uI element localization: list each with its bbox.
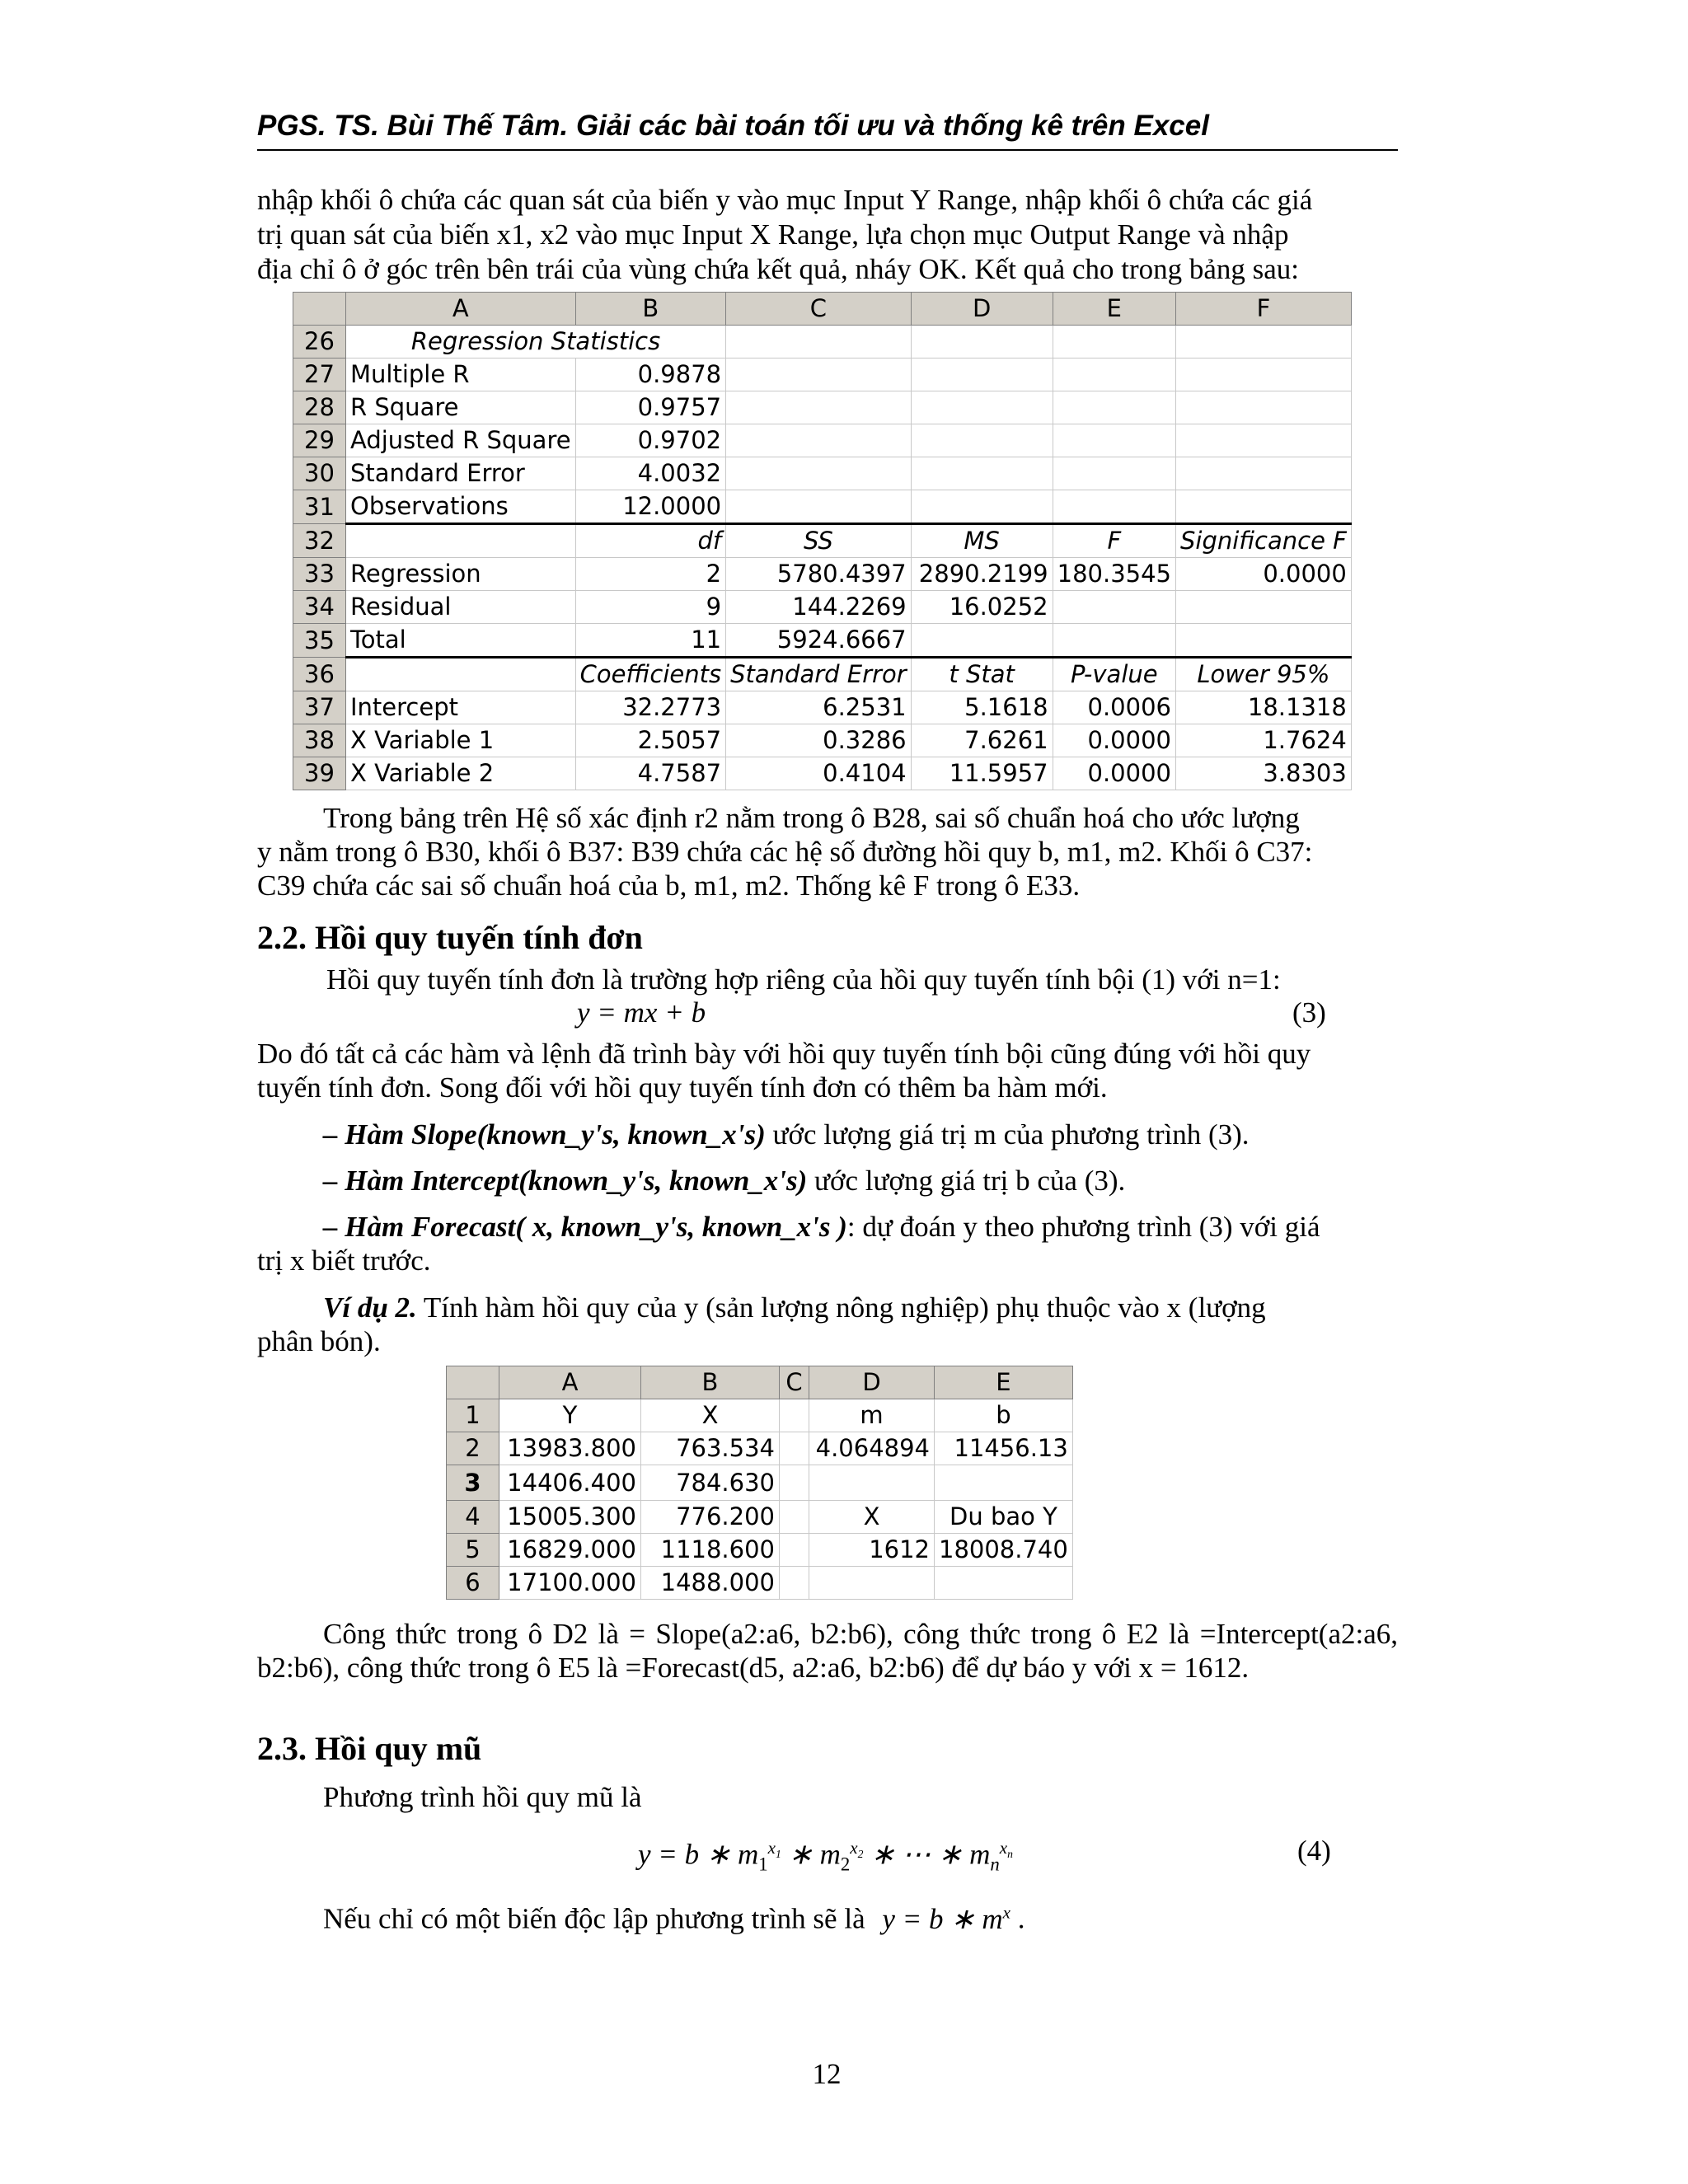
table-row: [293, 391, 1352, 424]
table-cell: 4.064894: [809, 1432, 935, 1465]
table-cell: [1176, 424, 1352, 457]
table-cell: [1053, 624, 1175, 658]
equation-single-var: y = b ∗ $m^x$: [882, 1902, 1010, 1935]
table-cell: Regression: [346, 558, 576, 591]
table-cell: 0.9878: [575, 359, 726, 391]
after-table2-line-3: với x = 1612.: [1094, 1652, 1250, 1684]
table-cell: [1176, 326, 1352, 359]
table-cell: [1053, 591, 1175, 624]
table-cell: 144.2269: [726, 591, 912, 624]
table-cell: 18.1318: [1176, 691, 1352, 724]
table-cell: Standard Error: [346, 457, 576, 490]
table-cell: [780, 1501, 809, 1534]
row-header: 35: [293, 624, 346, 658]
table-cell: Observations: [346, 490, 576, 524]
table-cell: [809, 1567, 935, 1600]
table-cell: [726, 490, 912, 524]
column-header: C: [780, 1366, 809, 1399]
table-cell: Standard Error: [726, 658, 912, 691]
table-cell: [1176, 359, 1352, 391]
table-cell: 4.7587: [575, 757, 726, 790]
table-cell: [346, 658, 576, 691]
table-cell: 3.8303: [1176, 757, 1352, 790]
table-row: [293, 724, 1352, 757]
table-cell: [346, 524, 576, 558]
table-cell: X Variable 2: [346, 757, 576, 790]
table-cell: 11: [575, 624, 726, 658]
table-cell: 1612: [809, 1534, 935, 1567]
equation-number-4: (4): [1297, 1835, 1331, 1867]
table-cell: [1176, 457, 1352, 490]
table-cell: [809, 1465, 935, 1501]
table-cell: 16.0252: [911, 591, 1053, 624]
table-cell: Residual: [346, 591, 576, 624]
column-header: F: [1176, 293, 1352, 326]
table-row: [293, 624, 1352, 658]
column-header-row: [293, 293, 1352, 326]
after-table2-line-1: Công thức trong ô D2 là = Slope(a2:a6, b2:b6), công thức trong ô E2 là: [323, 1618, 1190, 1650]
row-header: 37: [293, 691, 346, 724]
row-header: 32: [293, 524, 346, 558]
table-cell: [911, 391, 1053, 424]
table-cell: X: [809, 1501, 935, 1534]
row-header: 27: [293, 359, 346, 391]
intro-line-1: nhập khối ô chứa các quan sát của biến y vào mục Input Y Range, nhập khối ô chứa các giá: [257, 184, 1313, 216]
table-cell: 13983.800: [499, 1432, 641, 1465]
table-cell: SS: [726, 524, 912, 558]
table-row: [293, 524, 1352, 558]
section-heading-2-3: 2.3. Hồi quy mũ: [257, 1730, 482, 1767]
row-header: 39: [293, 757, 346, 790]
table-row: [293, 691, 1352, 724]
table-cell: 12.0000: [575, 490, 726, 524]
table-cell: 2.5057: [575, 724, 726, 757]
table-cell: [780, 1567, 809, 1600]
section-heading-2-2: 2.2. Hồi quy tuyến tính đơn: [257, 919, 643, 956]
table-row: [293, 591, 1352, 624]
table-row: [447, 1432, 1073, 1465]
header-rule: [257, 149, 1398, 151]
column-header: A: [499, 1366, 641, 1399]
table-row: [447, 1501, 1073, 1534]
table-row: [447, 1465, 1073, 1501]
table-cell: [780, 1399, 809, 1432]
table-cell: [1176, 591, 1352, 624]
table-cell: [911, 490, 1053, 524]
table-row: [293, 424, 1352, 457]
table-cell: [1053, 391, 1175, 424]
table-row: [293, 326, 1352, 359]
table-cell: Intercept: [346, 691, 576, 724]
table-cell: 763.534: [641, 1432, 780, 1465]
row-header: 26: [293, 326, 346, 359]
table-cell: [726, 424, 912, 457]
table-cell: [1053, 490, 1175, 524]
column-header: B: [575, 293, 726, 326]
table-cell: [780, 1534, 809, 1567]
table-cell: 7.6261: [911, 724, 1053, 757]
row-header: 5: [447, 1534, 499, 1567]
table-cell: 1.7624: [1176, 724, 1352, 757]
after-table1-line-3: C39 chứa các sai số chuẩn hoá của b, m1, m2. Thống kê F trong ô E33.: [257, 869, 1081, 902]
column-header: B: [641, 1366, 780, 1399]
row-header: 3: [447, 1465, 499, 1501]
table-cell: 2: [575, 558, 726, 591]
table-cell: 0.9702: [575, 424, 726, 457]
table-cell: 0.0000: [1176, 558, 1352, 591]
table-row: [293, 457, 1352, 490]
row-header: 30: [293, 457, 346, 490]
after-table2-line-2: =Intercept(a2:a6, b2:b6), công thức trong ô E5 là =Forecast(d5, a2:a6, b2:b6) để dự báo y: [257, 1618, 1398, 1684]
table-cell: Du bao Y: [935, 1501, 1073, 1534]
row-header: 33: [293, 558, 346, 591]
table-cell: [1053, 457, 1175, 490]
table-cell: 17100.000: [499, 1567, 641, 1600]
table-cell: 4.0032: [575, 457, 726, 490]
table-cell: 16829.000: [499, 1534, 641, 1567]
table-cell: [780, 1465, 809, 1501]
table-cell: Y: [499, 1399, 641, 1432]
table-cell: 5.1618: [911, 691, 1053, 724]
table-row: [447, 1534, 1073, 1567]
table-cell: 2890.2199: [911, 558, 1053, 591]
table-row: [447, 1567, 1073, 1600]
example-cont: phân bón).: [257, 1325, 381, 1357]
table-cell: b: [935, 1399, 1073, 1432]
intro-line-2: trị quan sát của biến x1, x2 vào mục Input X Range, lựa chọn mục Output Range và nhập: [257, 218, 1289, 251]
table-cell: 0.9757: [575, 391, 726, 424]
table-cell: [726, 326, 912, 359]
table-cell: Adjusted R Square: [346, 424, 576, 457]
column-header: A: [346, 293, 576, 326]
table-cell: R Square: [346, 391, 576, 424]
table-cell: [726, 457, 912, 490]
column-header: D: [911, 293, 1053, 326]
page-number: 12: [812, 2058, 842, 2090]
table-cell: 180.3545: [1053, 558, 1175, 591]
table-cell: [1176, 391, 1352, 424]
column-header-row: [447, 1366, 1073, 1399]
table-cell: 14406.400: [499, 1465, 641, 1501]
section-2-2-para-2: tuyến tính đơn. Song đối với hồi quy tuyến tính đơn có thêm ba hàm mới.: [257, 1071, 1108, 1104]
bullet-intercept-desc: ước lượng giá trị b của (3).: [807, 1165, 1126, 1197]
table-cell: [780, 1432, 809, 1465]
table-cell: [935, 1567, 1073, 1600]
table-cell: Multiple R: [346, 359, 576, 391]
bullet-forecast: [323, 1210, 1320, 1244]
row-header: 1: [447, 1399, 499, 1432]
equation-3: y = mx + b: [577, 996, 706, 1029]
table-cell: [1053, 359, 1175, 391]
bullet-forecast-name: – Hàm Forecast( x, known_y's, known_x's ): [323, 1211, 847, 1243]
row-header: 2: [447, 1432, 499, 1465]
section-2-2-para-1: Do đó tất cả các hàm và lệnh đã trình bày với hồi quy tuyến tính bội cũng đúng với hồi quy: [257, 1038, 1311, 1070]
table-cell: [911, 359, 1053, 391]
table-cell: [1176, 624, 1352, 658]
after-table1-line-1: Trong bảng trên Hệ số xác định r2 nằm trong ô B28, sai số chuẩn hoá cho ước lượng: [323, 802, 1300, 834]
running-header: PGS. TS. Bùi Thế Tâm. Giải các bài toán tối ưu và thống kê trên Excel: [257, 110, 1209, 142]
bullet-slope: [323, 1118, 1250, 1151]
row-header: 4: [447, 1501, 499, 1534]
table-cell: Significance F: [1176, 524, 1352, 558]
table-cell: [1053, 424, 1175, 457]
table-cell: [726, 359, 912, 391]
column-header: E: [935, 1366, 1073, 1399]
table-cell: 18008.740: [935, 1534, 1073, 1567]
corner-cell: [447, 1366, 499, 1399]
table-cell: [1053, 326, 1175, 359]
row-header: 38: [293, 724, 346, 757]
table-cell: 0.0000: [1053, 724, 1175, 757]
table-cell: t Stat: [911, 658, 1053, 691]
table-cell: [911, 326, 1053, 359]
table-cell: 784.630: [641, 1465, 780, 1501]
regression-output-table: [293, 292, 1352, 790]
table-cell: 5780.4397: [726, 558, 912, 591]
bullet-slope-name: – Hàm Slope(known_y's, known_x's): [323, 1118, 766, 1151]
table-row: [293, 558, 1352, 591]
corner-cell: [293, 293, 346, 326]
column-header: E: [1053, 293, 1175, 326]
equation-4: y = b ∗ $m_1^{x_1}$ ∗ $m_2^{x_2}$ ∗ ⋯ ∗ $m_n^{x_n}$: [638, 1838, 1013, 1875]
table-cell: [911, 424, 1053, 457]
table-row: [293, 359, 1352, 391]
example-2: [323, 1291, 1266, 1324]
table-cell: 1118.600: [641, 1534, 780, 1567]
table-cell: 6.2531: [726, 691, 912, 724]
table-row: [293, 490, 1352, 524]
equation-number-3: (3): [1292, 996, 1326, 1029]
table-cell: [911, 457, 1053, 490]
column-header: C: [726, 293, 912, 326]
table-cell: 0.3286: [726, 724, 912, 757]
table-row: [293, 658, 1352, 691]
bullet-intercept-name: – Hàm Intercept(known_y's, known_x's): [323, 1165, 808, 1197]
section-2-3-intro: Phương trình hồi quy mũ là: [323, 1781, 642, 1813]
table-cell: F: [1053, 524, 1175, 558]
after-table2-para: [257, 1617, 1398, 1685]
row-header: 29: [293, 424, 346, 457]
table-cell: Coefficients: [575, 658, 726, 691]
section-2-2-intro: Hồi quy tuyến tính đơn là trường hợp riêng của hồi quy tuyến tính bội (1) với n=1:: [326, 963, 1281, 996]
row-header: 36: [293, 658, 346, 691]
table-cell: 11456.13: [935, 1432, 1073, 1465]
example-text: Tính hàm hồi quy của y (sản lượng nông nghiệp) phụ thuộc vào x (lượng: [416, 1291, 1266, 1324]
after-table1-line-2: y nằm trong ô B30, khối ô B37: B39 chứa các hệ số đường hồi quy b, m1, m2. Khối ô C37:: [257, 836, 1313, 868]
table-cell: 0.4104: [726, 757, 912, 790]
table-cell: Lower 95%: [1176, 658, 1352, 691]
table-cell: 1488.000: [641, 1567, 780, 1600]
table-cell: 776.200: [641, 1501, 780, 1534]
table-cell: m: [809, 1399, 935, 1432]
row-header: 31: [293, 490, 346, 524]
bullet-intercept: [323, 1164, 1125, 1197]
table-cell: df: [575, 524, 726, 558]
table-cell: Regression Statistics: [346, 326, 726, 359]
table-cell: Total: [346, 624, 576, 658]
row-header: 6: [447, 1567, 499, 1600]
table-cell: [911, 624, 1053, 658]
bullet-forecast-desc: : dự đoán y theo phương trình (3) với giá: [846, 1211, 1320, 1243]
row-header: 28: [293, 391, 346, 424]
example-label: Ví dụ 2.: [323, 1291, 417, 1324]
table-cell: 9: [575, 591, 726, 624]
table-row: [293, 757, 1352, 790]
table-cell: [935, 1465, 1073, 1501]
table-cell: X: [641, 1399, 780, 1432]
table-cell: [726, 391, 912, 424]
intro-line-3: địa chỉ ô ở góc trên bên trái của vùng chứa kết quả, nháy OK. Kết quả cho trong bảng sau:: [257, 253, 1300, 285]
last-line-text: Nếu chỉ có một biến độc lập phương trình sẽ là: [323, 1902, 865, 1935]
bullet-slope-desc: ước lượng giá trị m của phương trình (3).: [765, 1118, 1250, 1151]
table-cell: 15005.300: [499, 1501, 641, 1534]
section-2-3-last-line: Nếu chỉ có một biến độc lập phương trình sẽ là y = b ∗ $m^x$ .: [323, 1902, 1025, 1935]
table-cell: 0.0006: [1053, 691, 1175, 724]
table-cell: 5924.6667: [726, 624, 912, 658]
bullet-forecast-cont: trị x biết trước.: [257, 1244, 431, 1277]
table-cell: X Variable 1: [346, 724, 576, 757]
table-cell: 32.2773: [575, 691, 726, 724]
table-row: [447, 1399, 1073, 1432]
forecast-example-table: [446, 1366, 1073, 1600]
column-header: D: [809, 1366, 935, 1399]
table-cell: 0.0000: [1053, 757, 1175, 790]
row-header: 34: [293, 591, 346, 624]
table-cell: [1176, 490, 1352, 524]
table-cell: 11.5957: [911, 757, 1053, 790]
table-cell: MS: [911, 524, 1053, 558]
table-cell: P-value: [1053, 658, 1175, 691]
